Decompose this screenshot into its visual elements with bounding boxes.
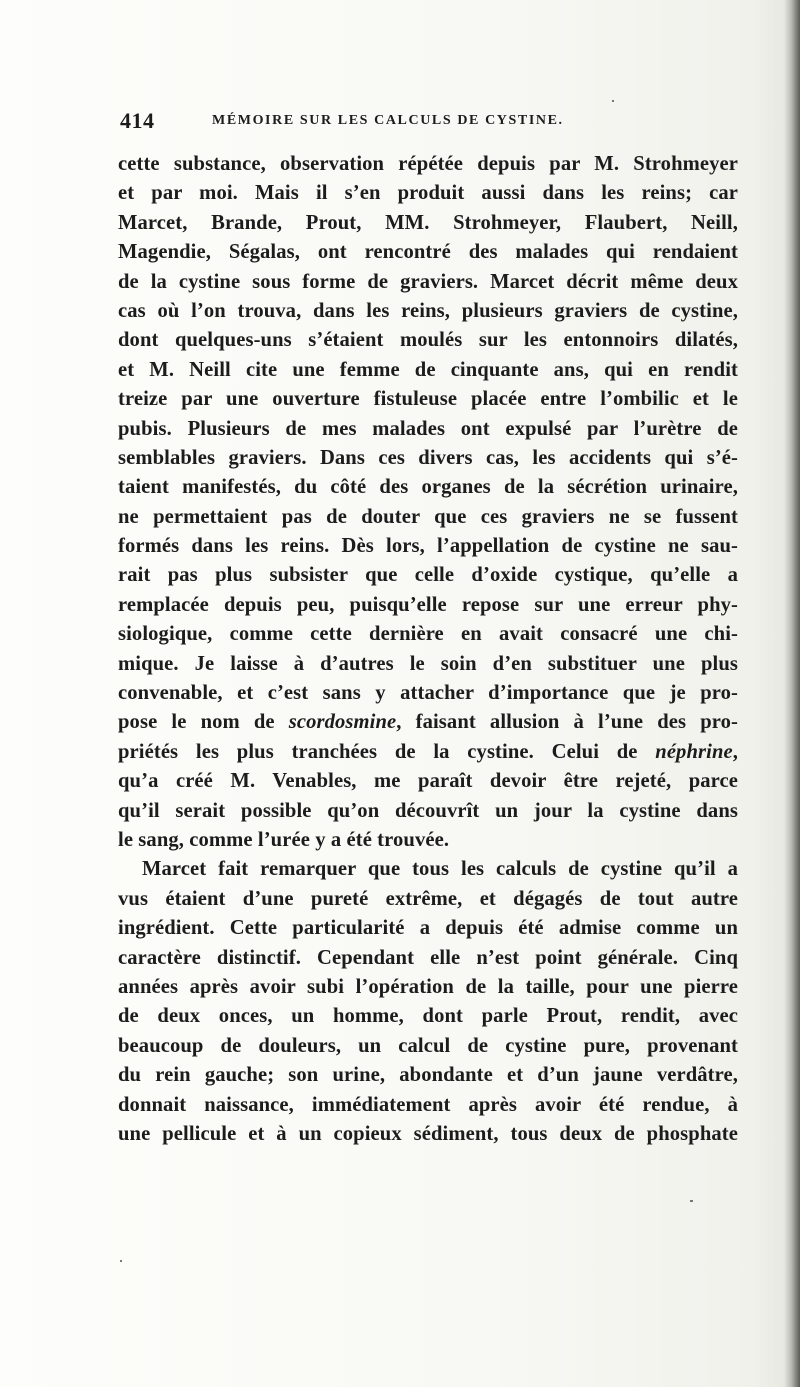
text-line: du rein gauche; son urine, abondante et d’un jaune verdâtre, — [118, 1064, 738, 1087]
text-line: rait pas plus subsister que celle d’oxide cystique, qu’elle a — [118, 564, 738, 587]
speck-mark — [120, 1260, 122, 1262]
text-line: de la cystine sous forme de graviers. Marcet décrit même deux — [118, 270, 738, 293]
text-line: remplacée depuis peu, puisqu’elle repose sur une erreur phy- — [118, 593, 738, 616]
text-line: Magendie, Ségalas, ont rencontré des malades qui rendaient — [118, 241, 738, 264]
text-line: semblables graviers. Dans ces divers cas, les accidents qui s’é- — [118, 446, 738, 469]
text-line: pubis. Plusieurs de mes malades ont expulsé par l’urètre de — [118, 417, 738, 440]
paragraph-start-line: Marcet fait remarquer que tous les calculs de cystine qu’il a — [142, 858, 738, 881]
text-line: cette substance, observation répétée depuis par M. Strohmeyer — [118, 153, 738, 175]
text-line: qu’il serait possible qu’on découvrît un jour la cystine dans — [118, 799, 738, 822]
text-line: ne permettaient pas de douter que ces graviers ne se fussent — [118, 505, 738, 528]
body-text — [118, 150, 738, 1149]
text-fragment: priétés les plus tranchées de la cystine. Celui de — [118, 740, 656, 763]
text-line: années après avoir subi l’opération de la taille, pour une pierre — [118, 975, 738, 998]
text-line: mique. Je laisse à d’autres le soin d’en substituer une plus — [118, 652, 738, 675]
text-line: qu’a créé M. Venables, me paraît devoir être rejeté, parce — [118, 770, 738, 793]
text-line: une pellicule et à un copieux sédiment, tous deux de phosphate — [118, 1122, 738, 1145]
text-line: Marcet, Brande, Prout, MM. Strohmeyer, Flaubert, Neill, — [118, 211, 738, 234]
speck-mark — [690, 1200, 693, 1202]
text-line: donnait naissance, immédiatement après avoir été rendue, à — [118, 1093, 738, 1116]
page-edge-shadow — [784, 0, 800, 1387]
text-line-with-italic — [118, 738, 738, 767]
text-fragment: , — [732, 740, 738, 763]
italic-term-scordosmine: scordosmine — [288, 711, 397, 734]
text-line: cas où l’on trouva, dans les reins, plusieurs graviers de cystine, — [118, 299, 738, 322]
running-title: MÉMOIRE SUR LES CALCULS DE CYSTINE. — [212, 113, 564, 128]
text-line: ingrédient. Cette particularité a depuis été admise comme un — [118, 917, 738, 940]
text-line: convenable, et c’est sans y attacher d’importance que je pro- — [118, 682, 738, 705]
italic-term-nephrine: néphrine — [655, 740, 733, 763]
text-fragment: , faisant allusion à l’une des pro- — [396, 711, 739, 734]
speck-mark — [612, 100, 614, 102]
text-line: formés dans les reins. Dès lors, l’appellation de cystine ne sau- — [118, 535, 738, 558]
page-header — [120, 108, 730, 138]
paragraph-end-line: le sang, comme l’urée y a été trouvée. — [118, 828, 450, 851]
text-line: de deux onces, un homme, dont parle Prout, rendit, avec — [118, 1005, 738, 1028]
page-number: 414 — [120, 108, 155, 133]
text-line: caractère distinctif. Cependant elle n’est point générale. Cinq — [118, 946, 738, 969]
text-fragment: pose le nom de — [118, 711, 289, 734]
text-line: vus étaient d’une pureté extrême, et dégagés de tout autre — [118, 887, 738, 910]
text-line-with-italic — [118, 708, 738, 737]
text-line: et par moi. Mais il s’en produit aussi dans les reins; car — [118, 182, 738, 205]
text-line: beaucoup de douleurs, un calcul de cystine pure, provenant — [118, 1034, 738, 1057]
text-line: taient manifestés, du côté des organes de la sécrétion urinaire, — [118, 476, 738, 499]
text-line: et M. Neill cite une femme de cinquante ans, qui en rendit — [118, 358, 738, 381]
text-line: siologique, comme cette dernière en avait consacré une chi- — [118, 623, 738, 646]
text-line: dont quelques-uns s’étaient moulés sur les entonnoirs dilatés, — [118, 329, 738, 352]
text-line: treize par une ouverture fistuleuse placée entre l’ombilic et le — [118, 388, 738, 411]
